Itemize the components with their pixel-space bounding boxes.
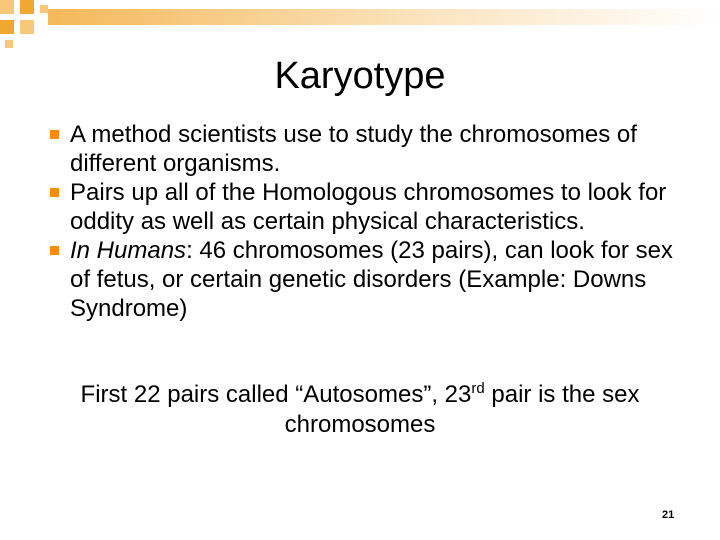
page-number: 21 (662, 509, 675, 521)
orange-square-bullet-icon (50, 130, 59, 139)
header-decoration (0, 0, 720, 50)
bullet-item (50, 120, 680, 178)
bullet-emphasis: In Humans (70, 237, 187, 264)
note-text-after: pair is the sex chromosomes (284, 381, 640, 438)
bullet-text: A method scientists use to study the chromosomes of different organisms. (70, 121, 637, 177)
slide-title: Karyotype (274, 55, 446, 97)
bullet-list (50, 120, 680, 323)
bullet-text: : 46 chromosomes (23 pairs), can look for sex of fetus, or certain genetic disorders (Example: Downs Syndrome) (70, 237, 673, 322)
orange-square-bullet-icon (50, 246, 59, 255)
bullet-item (50, 178, 680, 236)
bullet-item (50, 236, 680, 323)
orange-square-bullet-icon (50, 188, 59, 197)
note-superscript: rd (471, 380, 485, 397)
bullet-text: Pairs up all of the Homologous chromosomes to look for oddity as well as certain physical characteristics. (70, 179, 667, 235)
autosome-note (50, 380, 670, 440)
note-text-before: First 22 pairs called “Autosomes”, 23 (80, 381, 472, 408)
